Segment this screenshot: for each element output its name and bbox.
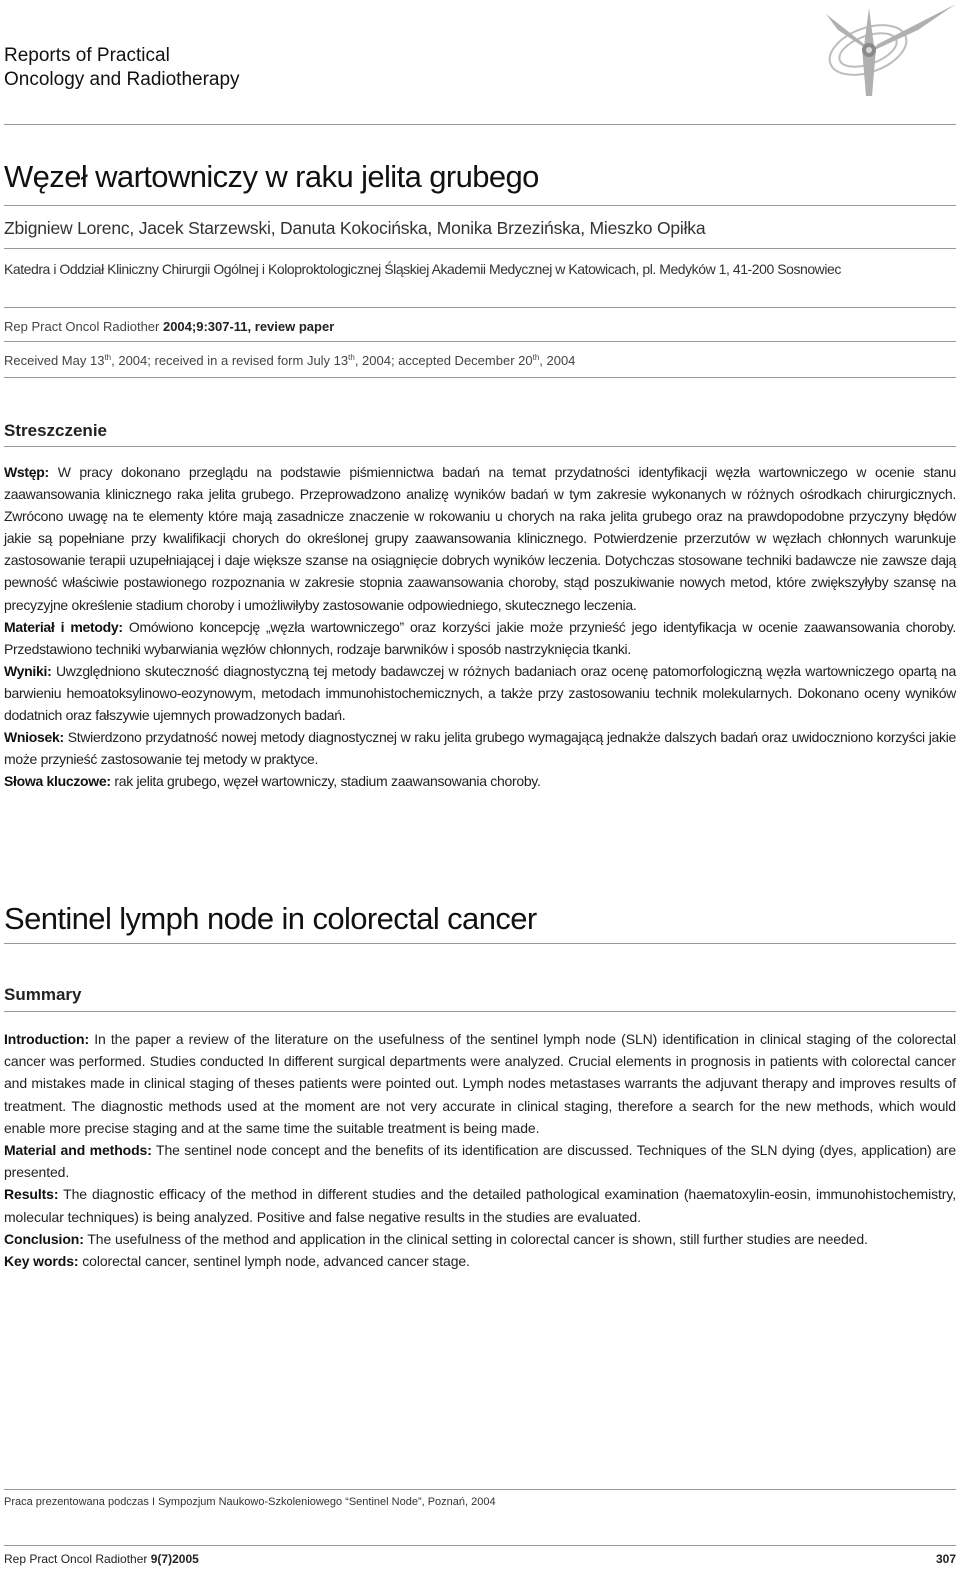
intro-text: In the paper a review of the literature on the usefulness of the sentinel lymph node (SLN) identification in clinical staging of the colorectal cancer was performed. Studies conducted In different surgical departments were analyzed. Crucial elements in prognosis in patients with colorectal cancer and mistakes made in clinical staging of theses patients were pointed out. Lymph nodes metastases warrants the adjuvant therapy and improves results of treatment. The diagnostic methods used at the moment are not very accurate in clinical staging, therefore a search for the new methods, which would enable more precise staging and at the same time the suitable treatment is being made. xyxy=(4,1031,956,1136)
results-label: Results: xyxy=(4,1186,59,1203)
abstract-pl-material xyxy=(4,616,956,660)
abstract-pl xyxy=(4,461,956,792)
footer-issue: 9(7)2005 xyxy=(150,1552,199,1566)
abstract-en-intro xyxy=(4,1028,956,1139)
abstract-pl-wniosek xyxy=(4,726,956,770)
abstract-en-results xyxy=(4,1183,956,1227)
authors: Zbigniew Lorenc, Jacek Starzewski, Danuta Kokocińska, Monika Brzezińska, Mieszko Opiłka xyxy=(4,218,706,238)
footnote-rule xyxy=(4,1489,956,1490)
citation-prefix: Rep Pract Oncol Radiother xyxy=(4,319,163,334)
intro-label: Introduction: xyxy=(4,1031,90,1047)
journal-name xyxy=(4,44,240,92)
summary-heading-pl: Streszczenie xyxy=(4,421,107,440)
received-part2: , 2004; received in a revised form July 13 xyxy=(111,353,349,368)
page-number: 307 xyxy=(935,1552,956,1566)
abstract-en xyxy=(4,1028,956,1272)
received-rule xyxy=(4,377,956,378)
article-title-pl: Węzeł wartowniczy w raku jelita grubego xyxy=(4,159,539,194)
journal-logo-icon xyxy=(818,0,960,100)
wstep-label: Wstęp: xyxy=(4,464,49,480)
material-text-en: The sentinel node concept and the benefits of its identification are discussed. Techniques of the SLN dying (dyes, application) are presented. xyxy=(4,1142,957,1181)
wyniki-label: Wyniki: xyxy=(4,662,52,679)
abstract-en-conclusion xyxy=(4,1228,956,1250)
received-dates xyxy=(4,352,956,370)
results-text: The diagnostic efficacy of the method in different studies and the detailed pathological examination (haematoxylin-eosin, immunohistochemistry, molecular techniques) is being analyzed. Positive and false negative results in the studies are evaluated. xyxy=(4,1186,956,1225)
affiliation-rule xyxy=(4,307,956,308)
received-part4: , 2004 xyxy=(539,353,576,368)
summary-heading-en: Summary xyxy=(4,985,82,1004)
received-part3: , 2004; accepted December 20 xyxy=(354,353,533,368)
affiliation: Katedra i Oddział Kliniczny Chirurgii Ogólnej i Koloproktologicznej Śląskiej Akademii Medycznej w Katowicach, pl. Medyków 1, 41-200 Sosnowiec xyxy=(4,261,841,277)
wniosek-text: Stwierdzono przydatność nowej metody diagnostycznej w raku jelita grubego wymagającą jednakże dalszych badań oraz uwidoczniono korzyści jakie może przynieść zastosowanie tej metody w praktyce. xyxy=(4,729,956,768)
received-sup3: th xyxy=(532,353,540,362)
title-rule-pl xyxy=(4,205,956,206)
wyniki-text: Uwzględniono skuteczność diagnostyczną tej metody badawczej w różnych badaniach oraz ocenę patomorfologiczną węzła wartowniczego opartą na barwieniu hemoatoksylinowo-eozynowym, metodach immunohistochemicznych, a także przy zastosowaniu technik molekularnych. Dokonano oceny wyników dodatnich oraz fałszywie ujemnych prowadzonych badań. xyxy=(4,662,956,724)
summary-rule-pl xyxy=(4,446,956,447)
footer-journal xyxy=(4,1551,956,1567)
footnote: Praca prezentowana podczas I Sympozjum Naukowo-Szkoleniowego “Sentinel Node”, Poznań, 2004 xyxy=(4,1496,496,1508)
footer-journal-prefix: Rep Pract Oncol Radiother xyxy=(4,1552,151,1566)
abstract-pl-wyniki xyxy=(4,660,956,726)
header-rule xyxy=(4,124,956,125)
keywords-label: Key words: xyxy=(4,1253,79,1270)
received-sup1: th xyxy=(104,353,112,362)
conclusion-label: Conclusion: xyxy=(4,1230,84,1247)
material-label-en: Material and methods: xyxy=(4,1142,152,1159)
keywords-text: colorectal cancer, sentinel lymph node, advanced cancer stage. xyxy=(78,1253,470,1270)
authors-rule xyxy=(4,248,956,249)
slowa-text: rak jelita grubego, węzeł wartowniczy, stadium zaawansowania choroby. xyxy=(110,773,541,790)
citation-details: 2004;9:307-11, review paper xyxy=(162,319,335,334)
article-title-en: Sentinel lymph node in colorectal cancer xyxy=(4,901,537,936)
received-part1: Received May 13 xyxy=(4,353,105,368)
slowa-label: Słowa kluczowe: xyxy=(4,773,111,790)
abstract-pl-wstep xyxy=(4,461,956,616)
footer-rule xyxy=(4,1545,956,1546)
conclusion-text: The usefulness of the method and application in the clinical setting in colorectal cancer is shown, still further studies are needed. xyxy=(83,1230,868,1247)
citation-rule xyxy=(4,341,956,342)
journal-name-line1: Reports of Practical xyxy=(4,45,170,66)
citation xyxy=(4,318,956,336)
abstract-en-keywords xyxy=(4,1250,956,1272)
abstract-en-material xyxy=(4,1139,956,1183)
wstep-text: W pracy dokonano przeglądu na podstawie piśmiennictwa badań na temat przydatności identyfikacji węzła wartowniczego w ocenie stanu zaawansowania klinicznego raka jelita grubego. Przeprowadzono analizę wyników badań w tym zakresie wykonanych w różnych ośrodkach chirurgicznych. Zwrócono uwagę na te elementy które mają zasadnicze znaczenie w rokowaniu u chorych na raka jelita grubego oraz na prawdopodobne przyczyny błędów jakie są popełniane przy kwalifikacji chorych do określonej grupy zaawansowania klinicznego. Potwierdzenie przerzutów w węzłach chłonnych warunkuje zastosowanie terapii uzupełniającej i daje większe szanse na osiągnięcie dobrych wyników leczenia. Dotychczas stosowane techniki badawcze nie zawsze dają pewność właściwie postawionego rozpoznania w zakresie stopnia zaawansowania choroby, stąd poszukiwanie nowych metod, które zwiększyłyby szansę na precyzyjne określenie stadium choroby i umożliwiłyby zastosowanie odpowiedniego, skutecznego leczenia. xyxy=(4,464,956,613)
wniosek-label: Wniosek: xyxy=(4,729,64,746)
title-rule-en xyxy=(4,943,956,944)
journal-name-line2: Oncology and Radiotherapy xyxy=(4,69,240,90)
received-sup2: th xyxy=(348,353,355,362)
material-label-pl: Materiał i metody: xyxy=(4,618,123,635)
abstract-pl-keywords xyxy=(4,770,956,792)
summary-rule-en xyxy=(4,1011,956,1012)
material-text-pl: Omówiono koncepcję „węzła wartowniczego” oraz korzyści jakie może przynieść jego identyfikacja w ocenie zaawansowania choroby. Przedstawiono techniki wybarwiania węzłów chłonnych, rodzaje barwników i sposób nastrzyknięcia tkanki. xyxy=(4,618,956,657)
